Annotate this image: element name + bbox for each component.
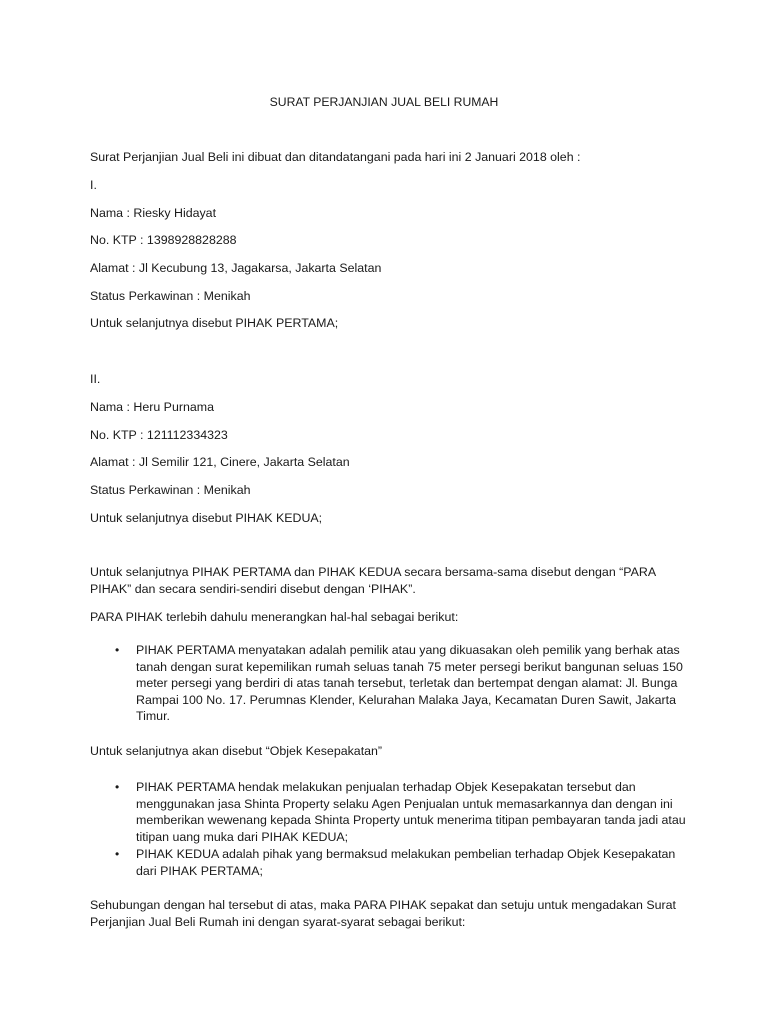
party1-name: Nama : Riesky Hidayat <box>90 206 217 220</box>
party2-ktp: No. KTP : 121112334323 <box>90 428 228 442</box>
party1-designation: Untuk selanjutnya disebut PIHAK PERTAMA; <box>90 316 339 330</box>
intro-text: Surat Perjanjian Jual Beli ini dibuat dan ditandatangani pada hari ini 2 Januari 2018 oleh : <box>90 150 581 164</box>
party2-designation: Untuk selanjutnya disebut PIHAK KEDUA; <box>90 511 323 525</box>
bullet-text-buyer: PIHAK KEDUA adalah pihak yang bermaksud melakukan pembelian terhadap Objek Kesepakatan dari PIHAK PERTAMA; <box>136 847 676 878</box>
party1-address: Alamat : Jl Kecubung 13, Jagakarsa, Jakarta Selatan <box>90 261 382 275</box>
party1-marital-status: Status Perkawinan : Menikah <box>90 289 251 303</box>
party2-address: Alamat : Jl Semilir 121, Cinere, Jakarta Selatan <box>90 455 350 469</box>
bullet-icon: • <box>115 847 120 861</box>
party2-marital-status: Status Perkawinan : Menikah <box>90 483 251 497</box>
bullet-icon: • <box>115 780 120 794</box>
party1-numeral: I. <box>90 178 97 192</box>
party1-ktp: No. KTP : 1398928828288 <box>90 233 237 247</box>
document-title: SURAT PERJANJIAN JUAL BELI RUMAH <box>269 95 499 109</box>
bullet-icon: • <box>115 643 120 657</box>
party2-numeral: II. <box>90 372 101 386</box>
explain-intro: PARA PIHAK terlebih dahulu menerangkan hal-hal sebagai berikut: <box>90 610 459 624</box>
object-designation: Untuk selanjutnya akan disebut “Objek Kesepakatan” <box>90 744 383 758</box>
bullet-text-ownership: PIHAK PERTAMA menyatakan adalah pemilik atau yang dikuasakan oleh pemilik yang berhak atas tanah dengan surat kepemilikan rumah seluas tanah 75 meter persegi berikut bangunan seluas 150 meter persegi yang berdiri di atas tanah tersebut, terletak dan bertempat dengan alamat: Jl. Bunga Rampai 100 No. 17. Perumnas Klender, Kelurahan Malaka Jaya, Kecamatan Duren Sawit, Jakarta Timur. <box>136 643 683 724</box>
party2-name: Nama : Heru Purnama <box>90 400 214 414</box>
para-pihak-paragraph: Untuk selanjutnya PIHAK PERTAMA dan PIHAK KEDUA secara bersama-sama disebut dengan “PARA PIHAK” dan secara sendiri-sendiri disebut dengan ‘PIHAK”. <box>90 565 656 596</box>
bullet-text-sale-agent: PIHAK PERTAMA hendak melakukan penjualan terhadap Objek Kesepakatan tersebut dan menggunakan jasa Shinta Property selaku Agen Penjualan untuk memasarkannya dan dengan ini memberikan wewenang kepada Shinta Property untuk menerima titipan pembayaran tanda jadi atau titipan uang muka dari PIHAK KEDUA; <box>136 780 686 844</box>
closing-paragraph: Sehubungan dengan hal tersebut di atas, maka PARA PIHAK sepakat dan setuju untuk mengadakan Surat Perjanjian Jual Beli Rumah ini dengan syarat-syarat sebagai berikut: <box>90 898 676 929</box>
